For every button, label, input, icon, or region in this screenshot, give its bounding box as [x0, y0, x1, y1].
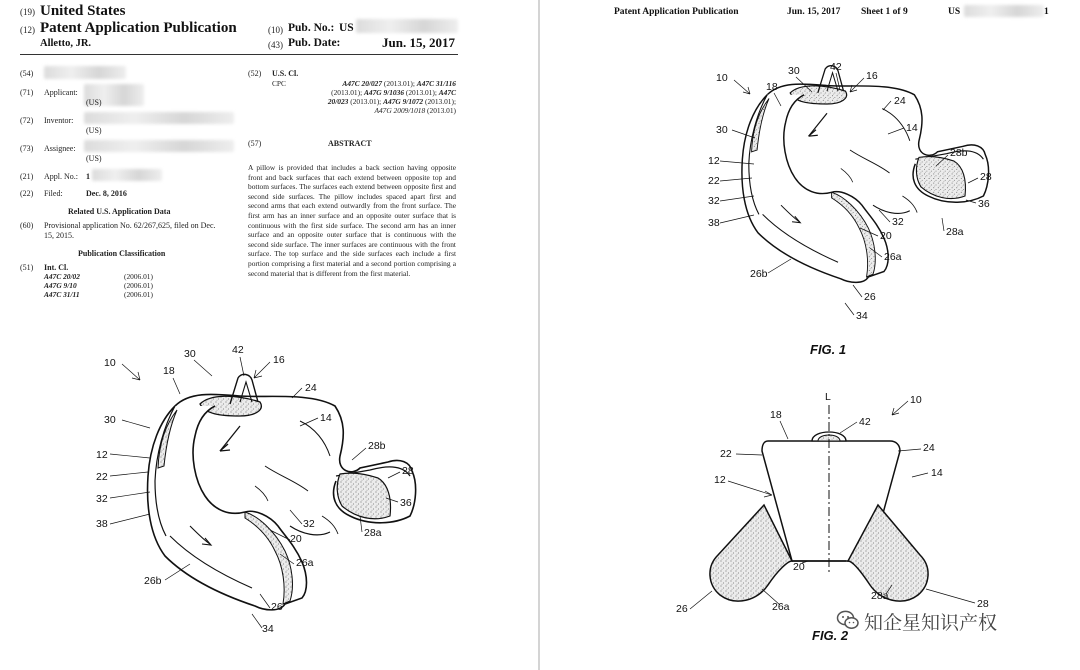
cpc-code: A47C [438, 88, 456, 97]
author-name: Alletto, JR. [40, 38, 92, 49]
ref-12: 12 [96, 449, 108, 461]
ref-24: 24 [305, 382, 317, 394]
ref-26: 26 [271, 601, 283, 613]
ref-36: 36 [400, 497, 412, 509]
ref-12: 12 [714, 474, 726, 486]
ref-14: 14 [906, 122, 918, 134]
ref-30-side: 30 [716, 124, 728, 136]
ref-10: 10 [910, 394, 922, 406]
cpc-code: A47G 9/1072 [383, 97, 424, 106]
ref-38: 38 [96, 518, 108, 530]
fig1-drawing [540, 40, 1080, 370]
tag-73: (73) [20, 144, 34, 153]
ref-26: 26 [864, 291, 876, 303]
ref-L: L [825, 391, 831, 403]
cpc-line-1 [290, 79, 456, 88]
ref-36: 36 [978, 198, 990, 210]
assignee-country: (US) [86, 154, 102, 163]
sheet-header-date: Jun. 15, 2017 [787, 7, 841, 17]
ref-12: 12 [708, 155, 720, 167]
appl-no-value: 1 [86, 172, 90, 181]
drawing-sheet-page [540, 0, 1080, 670]
pub-date-label: Pub. Date: [288, 37, 341, 49]
cpc-label: CPC [272, 79, 286, 88]
wechat-icon [836, 608, 860, 632]
ref-26: 26 [676, 603, 688, 615]
fig2-drawing [540, 385, 1080, 670]
ref-26a: 26a [296, 557, 314, 569]
ref-10: 10 [104, 357, 116, 369]
cpc-line-3 [290, 97, 456, 106]
sheet-header-title: Patent Application Publication [614, 7, 739, 17]
sheet-header-sheet: Sheet 1 of 9 [861, 7, 908, 17]
ref-26b: 26b [144, 575, 162, 587]
uscl-label: U.S. Cl. [272, 69, 299, 78]
cpc-date: (2013.01) [427, 106, 456, 115]
ref-26a: 26a [884, 251, 902, 263]
intcl-date-3: (2006.01) [124, 290, 153, 299]
intcl-code-2: A47G 9/10 [44, 281, 77, 290]
applicant-label: Applicant: [44, 88, 78, 97]
fig2-pillow [710, 405, 928, 601]
ref-18: 18 [766, 81, 778, 93]
cpc-line-4 [290, 106, 456, 115]
sheet-header-pub-end: 1 [1044, 7, 1049, 17]
intcl-label: Int. Cl. [44, 263, 69, 272]
cpc-date: (2013.01); [425, 97, 456, 106]
ref-42: 42 [232, 344, 244, 356]
cpc-code: A47C 20/027 [342, 79, 383, 88]
ref-42: 42 [830, 61, 842, 73]
cpc-line-2 [290, 88, 456, 97]
ref-26a: 26a [772, 601, 790, 613]
ref-30-side: 30 [104, 414, 116, 426]
watermark-text: 知企星知识产权 [864, 612, 998, 634]
assignee-label: Assignee: [44, 144, 76, 153]
related-data-heading: Related U.S. Application Data [68, 207, 171, 216]
tag-22: (22) [20, 189, 34, 198]
ref-18: 18 [770, 409, 782, 421]
ref-28: 28 [977, 598, 989, 610]
tag-54: (54) [20, 69, 34, 78]
ref-42: 42 [859, 416, 871, 428]
cpc-date: (2013.01); [383, 79, 415, 88]
intcl-date-1: (2006.01) [124, 272, 153, 281]
ref-20: 20 [793, 561, 805, 573]
intcl-code-1: A47C 20/02 [44, 272, 80, 281]
tag-52: (52) [248, 69, 262, 78]
ref-26b: 26b [750, 268, 768, 280]
redacted-title [44, 66, 126, 79]
patent-front-page [0, 0, 538, 670]
ref-32-left: 32 [708, 195, 720, 207]
ref-28: 28 [980, 171, 992, 183]
ref-28b: 28b [950, 147, 968, 159]
ref-20: 20 [290, 533, 302, 545]
fig1-caption: FIG. 1 [810, 342, 847, 357]
pub-class-heading: Publication Classification [78, 249, 166, 258]
ref-28a: 28a [871, 590, 889, 602]
tag-60: (60) [20, 221, 34, 230]
tag-10: (10) [268, 25, 283, 35]
ref-30-top: 30 [184, 348, 196, 360]
ref-22: 22 [720, 448, 732, 460]
intcl-code-3: A47C 31/11 [44, 290, 80, 299]
tag-57: (57) [248, 139, 262, 148]
front-page-figure [0, 336, 538, 670]
cpc-date: (2013.01); [405, 88, 437, 97]
ref-34: 34 [262, 623, 274, 635]
ref-34: 34 [856, 310, 868, 322]
ref-22: 22 [96, 471, 108, 483]
ref-28a: 28a [946, 226, 964, 238]
applicant-country: (US) [86, 98, 102, 107]
ref-10: 10 [716, 72, 728, 84]
tag-72: (72) [20, 116, 34, 125]
pillow-drawing-fig1 [742, 66, 989, 283]
tag-51: (51) [20, 263, 34, 272]
ref-16: 16 [273, 354, 285, 366]
pub-no-value: US [339, 22, 354, 34]
filed-label: Filed: [44, 189, 63, 198]
tag-12: (12) [20, 25, 35, 35]
redacted-sheet-pub [964, 5, 1044, 17]
doc-type-heading: Patent Application Publication [40, 20, 237, 36]
ref-30-top: 30 [788, 65, 800, 77]
inventor-country: (US) [86, 126, 102, 135]
cpc-code: 20/023 [327, 97, 349, 106]
redacted-appl-no [92, 169, 162, 181]
pillow-drawing-left [148, 374, 416, 610]
cpc-date: (2013.01); [331, 88, 363, 97]
intcl-date-2: (2006.01) [124, 281, 153, 290]
ref-22: 22 [708, 175, 720, 187]
redacted-assignee [84, 140, 234, 152]
ref-24: 24 [894, 95, 906, 107]
tag-21: (21) [20, 172, 34, 181]
ref-14: 14 [931, 467, 943, 479]
ref-28b: 28b [368, 440, 386, 452]
tag-19: (19) [20, 7, 35, 17]
cpc-date: (2013.01); [350, 97, 382, 106]
provisional-line-1: Provisional application No. 62/267,625, filed on Dec. [44, 221, 216, 230]
ref-32-right: 32 [892, 216, 904, 228]
ref-18: 18 [163, 365, 175, 377]
tag-71: (71) [20, 88, 34, 97]
filed-value: Dec. 8, 2016 [86, 189, 127, 198]
ref-24: 24 [923, 442, 935, 454]
abstract-heading: ABSTRACT [328, 139, 372, 148]
sheet-header-pub: US [948, 7, 961, 17]
cpc-code: A47C 31/116 [416, 79, 456, 88]
provisional-line-2: 15, 2015. [44, 231, 74, 240]
tag-43: (43) [268, 40, 283, 50]
cpc-code: A47G 2009/1018 [374, 106, 426, 115]
redacted-inventor [84, 112, 234, 124]
fig2-caption: FIG. 2 [812, 628, 849, 643]
header-rule [20, 54, 458, 55]
ref-14: 14 [320, 412, 332, 424]
ref-20: 20 [880, 230, 892, 242]
ref-28a: 28a [364, 527, 382, 539]
ref-28: 28 [402, 465, 414, 477]
pub-date-value: Jun. 15, 2017 [382, 35, 455, 50]
country-heading: United States [40, 3, 126, 19]
ref-38: 38 [708, 217, 720, 229]
appl-no-label: Appl. No.: [44, 172, 78, 181]
ref-32-left: 32 [96, 493, 108, 505]
pub-no-label: Pub. No.: [288, 22, 335, 34]
abstract-text: A pillow is provided that includes a back section having opposite front and back surfaces that each extend between opposite top and bottom surfaces. The surfaces each extend between opposite first and second side surfaces. The pillow includes spaced apart first and second arms that each extend outwardly from the front surface. The first arm has an inner surface and an opposite outer surface that is continuous with the first side surface. The second arm has an inner surface and an opposite outer surface that is continuous with the second side surface. The inner surfaces are continuous with the front surface. The top surface and the side surfaces each include a first portion comprising a first material and a second portion comprising a second material that is different from the first material. [248, 163, 456, 278]
ref-16: 16 [866, 70, 878, 82]
inventor-label: Inventor: [44, 116, 74, 125]
redacted-pub-no [356, 19, 458, 33]
cpc-code: A47G 9/1036 [363, 88, 405, 97]
ref-32-right: 32 [303, 518, 315, 530]
